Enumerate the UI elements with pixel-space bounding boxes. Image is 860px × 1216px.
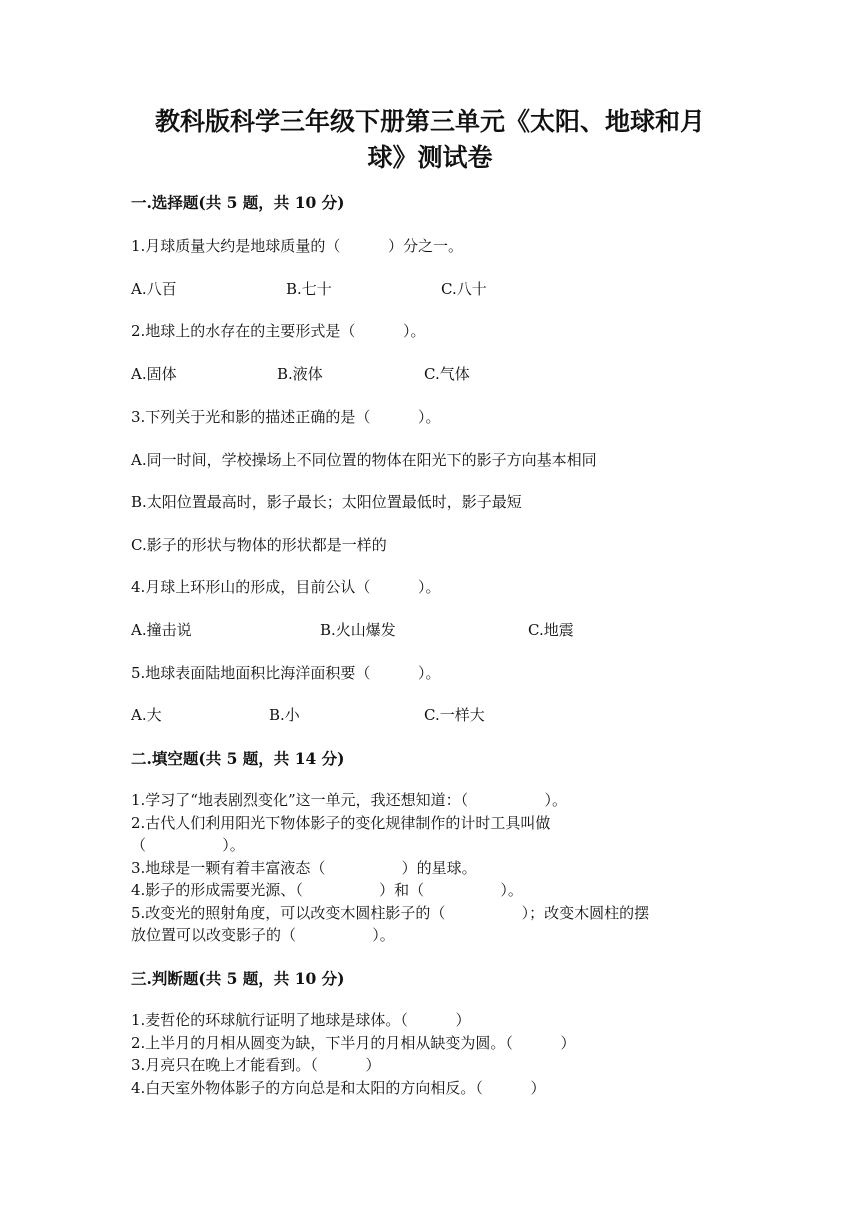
s2-q1: 1.学习了“地表剧烈变化”这一单元，我还想知道：（ ）。: [131, 791, 567, 809]
s2-q2-line-2: （ ）。: [131, 836, 245, 854]
s1-q3-option-a: A.同一时间，学校操场上不同位置的物体在阳光下的影子方向基本相同: [131, 451, 597, 469]
s1-q4-option-c: C.地震: [528, 621, 574, 639]
s1-q5-option-c: C.一样大: [424, 706, 485, 724]
s1-q2-option-c: C.气体: [424, 365, 470, 383]
s1-q1-stem: 1.月球质量大约是地球质量的（ ）分之一。: [131, 237, 463, 255]
s2-q2-line-1: 2.古代人们利用阳光下物体影子的变化规律制作的计时工具叫做: [131, 814, 551, 832]
s1-q3-option-b: B.太阳位置最高时，影子最长；太阳位置最低时，影子最短: [131, 493, 522, 511]
document-title: [100, 104, 760, 176]
s2-q4: 4.影子的形成需要光源、（ ）和（ ）。: [131, 881, 523, 899]
s1-q3-option-c: C.影子的形状与物体的形状都是一样的: [131, 536, 387, 554]
section-1-heading: 一.选择题(共 5 题，共 10 分): [131, 193, 345, 212]
s3-q2: 2.上半月的月相从圆变为缺，下半月的月相从缺变为圆。（ ）: [131, 1034, 576, 1052]
s1-q5-option-a: A.大: [131, 706, 162, 724]
s1-q2-option-a: A.固体: [131, 365, 177, 383]
s1-q2-stem: 2.地球上的水存在的主要形式是（ ）。: [131, 322, 426, 340]
section-2-heading: 二.填空题(共 5 题，共 14 分): [131, 749, 345, 768]
s2-q3: 3.地球是一颗有着丰富液态（ ）的星球。: [131, 859, 477, 877]
s1-q3-stem: 3.下列关于光和影的描述正确的是（ ）。: [131, 408, 441, 426]
s2-q5-line-1: 5.改变光的照射角度，可以改变木圆柱影子的（ ）；改变木圆柱的摆: [131, 904, 650, 922]
s3-q1: 1.麦哲伦的环球航行证明了地球是球体。（ ）: [131, 1011, 471, 1029]
s3-q4: 4.白天室外物体影子的方向总是和太阳的方向相反。（ ）: [131, 1079, 546, 1097]
s1-q1-option-c: C.八十: [441, 280, 487, 298]
title-line-2: 球》测试卷: [367, 143, 493, 172]
s1-q5-option-b: B.小: [269, 706, 300, 724]
section-3-heading: 三.判断题(共 5 题，共 10 分): [131, 969, 345, 988]
s1-q4-option-b: B.火山爆发: [320, 621, 396, 639]
s1-q1-option-b: B.七十: [286, 280, 332, 298]
s1-q1-option-a: A.八百: [131, 280, 177, 298]
s1-q5-stem: 5.地球表面陆地面积比海洋面积要（ ）。: [131, 664, 441, 682]
title-line-1: 教科版科学三年级下册第三单元《太阳、地球和月: [154, 107, 705, 136]
s2-q5-line-2: 放位置可以改变影子的（ ）。: [131, 926, 395, 944]
s1-q4-stem: 4.月球上环形山的形成，目前公认（ ）。: [131, 578, 441, 596]
s1-q4-option-a: A.撞击说: [131, 621, 192, 639]
s3-q3: 3.月亮只在晚上才能看到。（ ）: [131, 1056, 381, 1074]
s1-q2-option-b: B.液体: [277, 365, 323, 383]
